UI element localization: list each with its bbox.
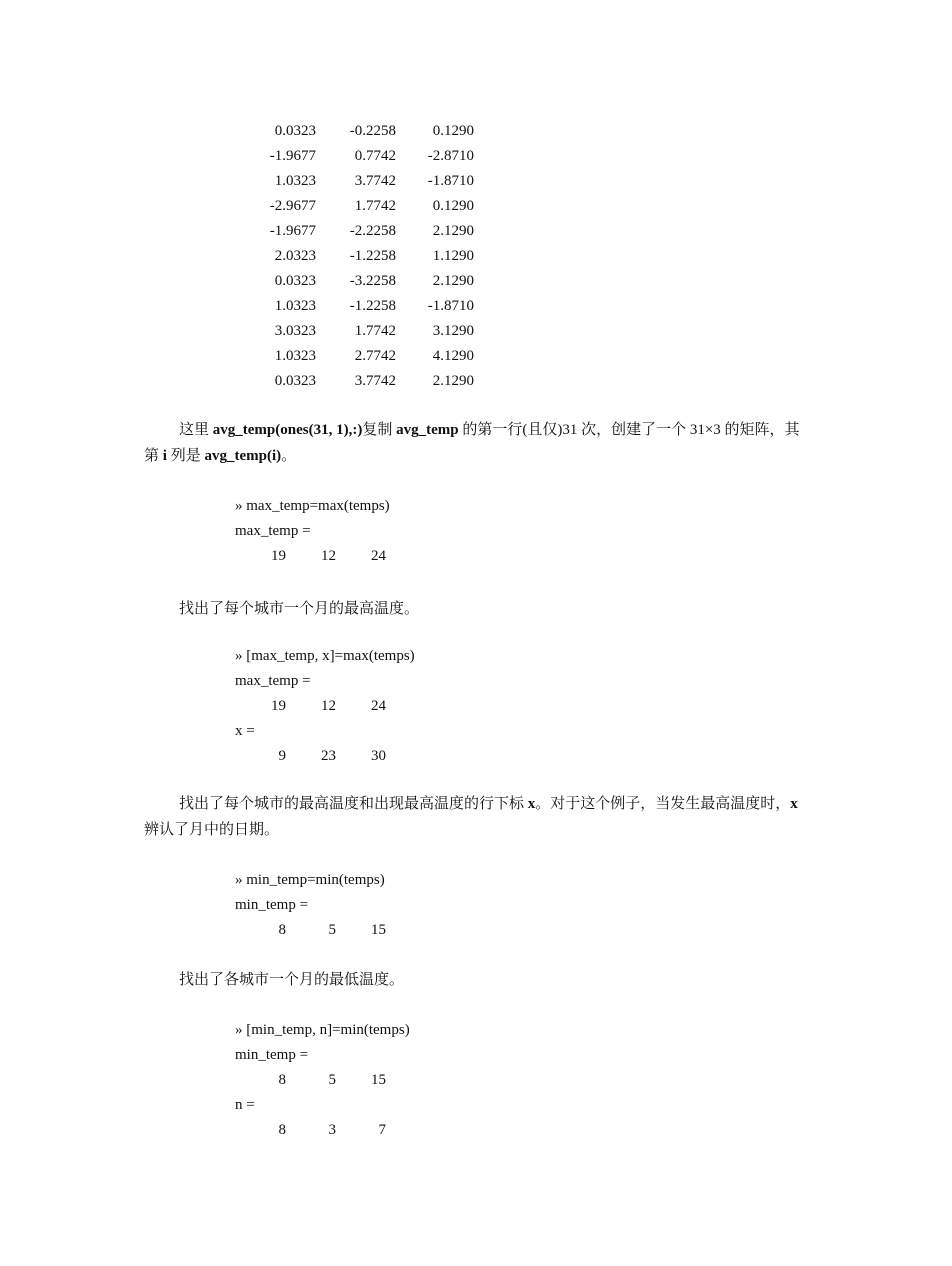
matrix-row (254, 122, 474, 147)
value: 3 (328, 1122, 336, 1138)
matrix-cell: 0.0323 (274, 273, 316, 289)
value-row (235, 547, 390, 572)
matrix-cell: -1.8710 (427, 298, 474, 314)
paragraph-avg-temp-explanation (144, 417, 814, 469)
matrix-cell: 1.7742 (354, 198, 396, 214)
matrix-cell: 2.7742 (354, 348, 396, 364)
value: 19 (271, 698, 286, 714)
para1-text-2: 复制 (362, 422, 397, 438)
para1-text-3: 的第一行(且仅)31 次，创建了一个 31×3 的矩阵，其第 (144, 422, 800, 464)
paragraph-max-temp-description: 找出了每个城市一个月的最高温度。 (179, 601, 420, 617)
matrix-cell: -2.8710 (427, 148, 474, 164)
value: 15 (371, 1072, 386, 1088)
value: 5 (328, 922, 336, 938)
para1-text-1: 这里 (179, 422, 213, 438)
matrix-cell: -0.2258 (349, 123, 396, 139)
value: 12 (321, 698, 336, 714)
code-block-min-temp-index (235, 1021, 410, 1146)
value: 19 (271, 548, 286, 564)
matrix-cell: -2.9677 (269, 198, 316, 214)
matrix-cell: 1.7742 (354, 323, 396, 339)
command-line: » max_temp=max(temps) (235, 498, 390, 514)
value-row (235, 921, 386, 946)
matrix-cell: 1.0323 (274, 348, 316, 364)
para1-text-4: 列是 (166, 448, 205, 464)
para3-code-x: x (527, 796, 536, 812)
matrix-cell: 0.0323 (274, 123, 316, 139)
variable-label: min_temp = (235, 897, 309, 913)
matrix-cell: 1.0323 (274, 173, 316, 189)
para1-code-avg-temp: avg_temp (396, 422, 459, 438)
matrix-row (254, 297, 474, 322)
matrix-cell: -1.8710 (427, 173, 474, 189)
variable-label: max_temp = (235, 673, 311, 689)
matrix-row (254, 247, 474, 272)
para3-text-3: 辨认了月中的日期。 (144, 822, 280, 838)
value: 7 (378, 1122, 386, 1138)
variable-label: x = (235, 723, 255, 739)
matrix-cell: -1.9677 (269, 148, 316, 164)
value-row (235, 747, 415, 772)
para3-code-x: x (790, 796, 798, 812)
para1-text-5: 。 (281, 448, 297, 464)
matrix-cell: 3.7742 (354, 373, 396, 389)
value-row (235, 1121, 410, 1146)
value: 8 (278, 922, 286, 938)
matrix-cell: 0.1290 (432, 198, 474, 214)
command-line: » min_temp=min(temps) (235, 872, 385, 888)
matrix-cell: -1.2258 (349, 248, 396, 264)
value: 8 (278, 1122, 286, 1138)
value: 23 (321, 748, 336, 764)
value: 24 (371, 548, 386, 564)
matrix-cell: 2.0323 (274, 248, 316, 264)
matrix-cell: 2.1290 (432, 373, 474, 389)
matrix-row (254, 322, 474, 347)
value: 12 (321, 548, 336, 564)
value: 5 (328, 1072, 336, 1088)
para3-text-1: 找出了每个城市的最高温度和出现最高温度的行下标 (179, 796, 528, 812)
matrix-cell: -3.2258 (349, 273, 396, 289)
para1-code-i: i (162, 448, 167, 464)
matrix-cell: -1.9677 (269, 223, 316, 239)
matrix-cell: 3.1290 (432, 323, 474, 339)
matrix-cell: 2.1290 (432, 223, 474, 239)
matrix-row (254, 197, 474, 222)
matrix-cell: -1.2258 (349, 298, 396, 314)
matrix-cell: 1.1290 (432, 248, 474, 264)
paragraph-min-temp-description: 找出了各城市一个月的最低温度。 (179, 972, 405, 988)
matrix-row (254, 172, 474, 197)
variable-label: n = (235, 1097, 255, 1113)
code-block-max-temp (235, 497, 390, 572)
value: 24 (371, 698, 386, 714)
value-row (235, 1071, 410, 1096)
para3-text-2: 。对于这个例子，当发生最高温度时， (535, 796, 791, 812)
matrix-cell: 2.1290 (432, 273, 474, 289)
value: 9 (278, 748, 286, 764)
matrix-row (254, 272, 474, 297)
matrix-cell: -2.2258 (349, 223, 396, 239)
paragraph-index-explanation (144, 791, 814, 843)
matrix-cell: 0.7742 (354, 148, 396, 164)
matrix-cell: 1.0323 (274, 298, 316, 314)
command-line: » [min_temp, n]=min(temps) (235, 1022, 410, 1038)
value: 8 (278, 1072, 286, 1088)
matrix-output (254, 122, 474, 397)
matrix-cell: 0.1290 (432, 123, 474, 139)
matrix-row (254, 147, 474, 172)
matrix-cell: 3.7742 (354, 173, 396, 189)
variable-label: max_temp = (235, 523, 311, 539)
value: 30 (371, 748, 386, 764)
value: 15 (371, 922, 386, 938)
matrix-row (254, 347, 474, 372)
para1-code-avg-temp-ones: avg_temp(ones(31, 1),:) (212, 422, 363, 438)
command-line: » [max_temp, x]=max(temps) (235, 648, 415, 664)
code-block-max-temp-index (235, 647, 415, 772)
matrix-row (254, 372, 474, 397)
variable-label: min_temp = (235, 1047, 309, 1063)
value-row (235, 697, 415, 722)
matrix-row (254, 222, 474, 247)
para1-code-avg-temp-i: avg_temp(i) (204, 448, 282, 464)
matrix-cell: 3.0323 (274, 323, 316, 339)
matrix-cell: 0.0323 (274, 373, 316, 389)
matrix-cell: 4.1290 (432, 348, 474, 364)
code-block-min-temp (235, 871, 386, 946)
